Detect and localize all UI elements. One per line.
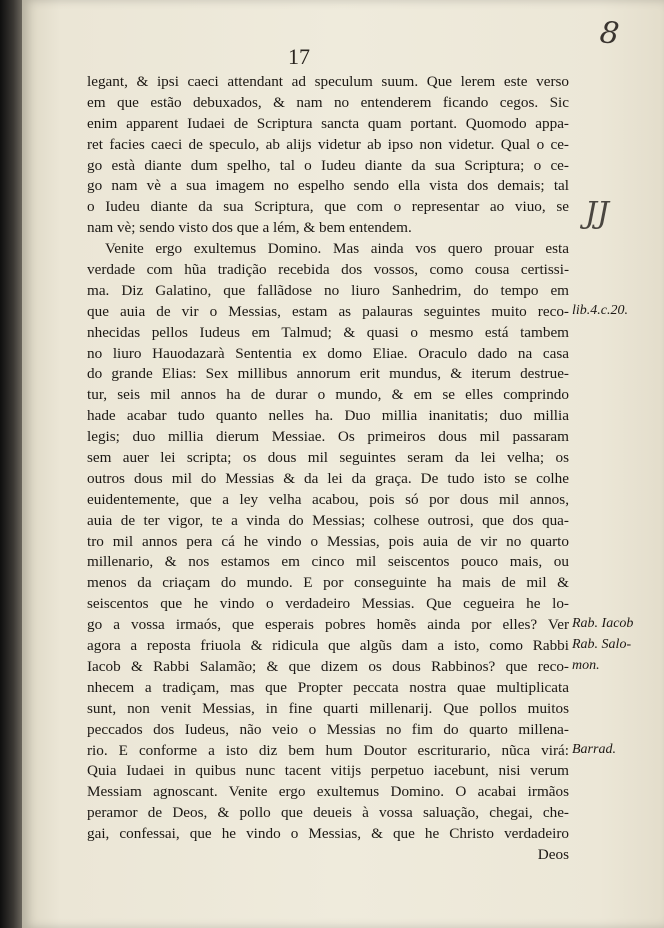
text-line: nam vè; sendo visto dos que a lém, & bem entendem. bbox=[87, 219, 412, 237]
text-line: o Iudeu diante da sua Scriptura, que com o representar ao viuo, se bbox=[87, 198, 569, 216]
text-line: peramor de Deos, & pollo que deueis à vossa saluação, chegai, che- bbox=[87, 804, 569, 822]
text-line: sunt, non venit Messias, in fine quarti millenarij. Que pollos muitos bbox=[87, 699, 569, 717]
text-line: Venite ergo exultemus Domino. Mas ainda vos quero prouar esta bbox=[105, 240, 569, 258]
text-line: menos da criaçam do mundo. E por conseguinte ha mais de mil & bbox=[87, 574, 569, 592]
text-line: ret facies caeci de speculo, ab alijs videtur ab ipso non videtur. Qual o ce- bbox=[87, 135, 569, 153]
text-line: legis; duo millia dierum Messiae. Os primeiros dous mil passaram bbox=[87, 428, 569, 446]
page-number: 17 bbox=[288, 44, 310, 69]
text-line: go a vossa irmaós, que esperais pobres homẽs ainda por elles? Ver bbox=[87, 616, 569, 634]
text-line: ma. Diz Galatino, que fallãdose no liuro Sanhedrim, do tempo em bbox=[87, 281, 569, 299]
handwritten-margin-mark: JJ bbox=[585, 196, 610, 231]
margin-note: Rab. Salo- bbox=[572, 637, 632, 653]
text-line: verdade com hũa tradição recebida dos vossos, como cousa certissi- bbox=[87, 261, 569, 279]
book-spine bbox=[0, 0, 22, 928]
text-line: gai, confessai, que he vindo o Messias, & que he Christo verdadeiro bbox=[87, 825, 569, 843]
text-line: sem auer lei scripta; os dous mil seguintes seram da lei velha; os bbox=[87, 449, 569, 467]
text-line: nhecem a tradiçam, mas que Propter peccata nostra quae multiplicata bbox=[87, 678, 569, 696]
text-line: hade acabar tudo quanto nelles ha. Duo millia inanitatis; duo millia bbox=[87, 407, 569, 425]
text-line: enim apparent Iudaei de Scriptura sancta quam portant. Quomodo appa- bbox=[87, 114, 569, 132]
text-line: seiscentos que he vindo o verdadeiro Messias. Que cegueira he lo- bbox=[87, 595, 569, 613]
text-line: go està diante dum spelho, tal o Iudeu diante da sua Scriptura; o ce- bbox=[87, 156, 569, 174]
text-line: Quia Iudaei in quibus nunc tacent vitijs perpetuo iacebunt, nisi verum bbox=[87, 762, 569, 780]
text-line: Messiam agnoscant. Venite ergo exultemus Domino. O acabai irmãos bbox=[87, 783, 569, 801]
text-line: em que estão debuxados, & nam no entenderem ficando cegos. Sic bbox=[87, 93, 569, 111]
text-line: legant, & ipsi caeci attendant ad speculum suum. Que lerem este verso bbox=[87, 73, 569, 90]
margin-note: Rab. Iacob bbox=[572, 616, 634, 632]
text-line: euidentemente, que a ley velha acabou, pois só por dous mil annos, bbox=[87, 490, 569, 508]
margin-note: Barrad. bbox=[572, 741, 616, 757]
body-text bbox=[87, 72, 569, 866]
text-line: do grande Elias: Sex millibus annorum erit mundus, & iterum destrue- bbox=[87, 365, 569, 383]
text-line: agora a reposta friuola & ridicula que algũs dam a isto, como Rabbi bbox=[87, 637, 569, 655]
text-line: Iacob & Rabbi Salamão; & que dizem os dous Rabbinos? que reco- bbox=[87, 657, 569, 675]
margin-note: lib.4.c.20. bbox=[572, 302, 628, 318]
text-line: Deos bbox=[537, 845, 569, 863]
text-line: outros dous mil do Messias & da lei da graça. De tudo isto se colhe bbox=[87, 469, 569, 487]
text-line: rio. E conforme a isto diz bem hum Doutor escriturario, nũca virá: bbox=[87, 741, 569, 759]
text-line: que auia de vir o Messias, estam as palauras seguintes muito reco- bbox=[87, 302, 569, 320]
text-line: no liuro Hauodazarà Sententia ex domo Eliae. Oraculo dado na casa bbox=[87, 344, 569, 362]
text-line: tro mil annos pera cá he vindo o Messias, pois auia de vir no quarto bbox=[87, 532, 569, 550]
text-line: go nam vè a sua imagem no espelho sendo ella vista dos demais; tal bbox=[87, 177, 569, 195]
text-line: auia de ter vigor, te a vinda do Messias; colhese outrosi, que dos qua- bbox=[87, 511, 569, 529]
text-line: peccados dos Iudeus, não veio o Messias no fim do quarto millena- bbox=[87, 720, 569, 738]
text-line: nhecidas pellos Iudeus em Talmud; & quasi o mesmo está tambem bbox=[87, 323, 569, 341]
handwritten-folio-number: 8 bbox=[598, 15, 621, 52]
margin-note: mon. bbox=[572, 658, 600, 674]
text-line: millenario, & nos estamos em cinco mil seiscentos pouco mais, ou bbox=[87, 553, 569, 571]
text-line: tur, seis mil annos ha de durar o mundo, & em se elles comprindo bbox=[87, 386, 569, 404]
